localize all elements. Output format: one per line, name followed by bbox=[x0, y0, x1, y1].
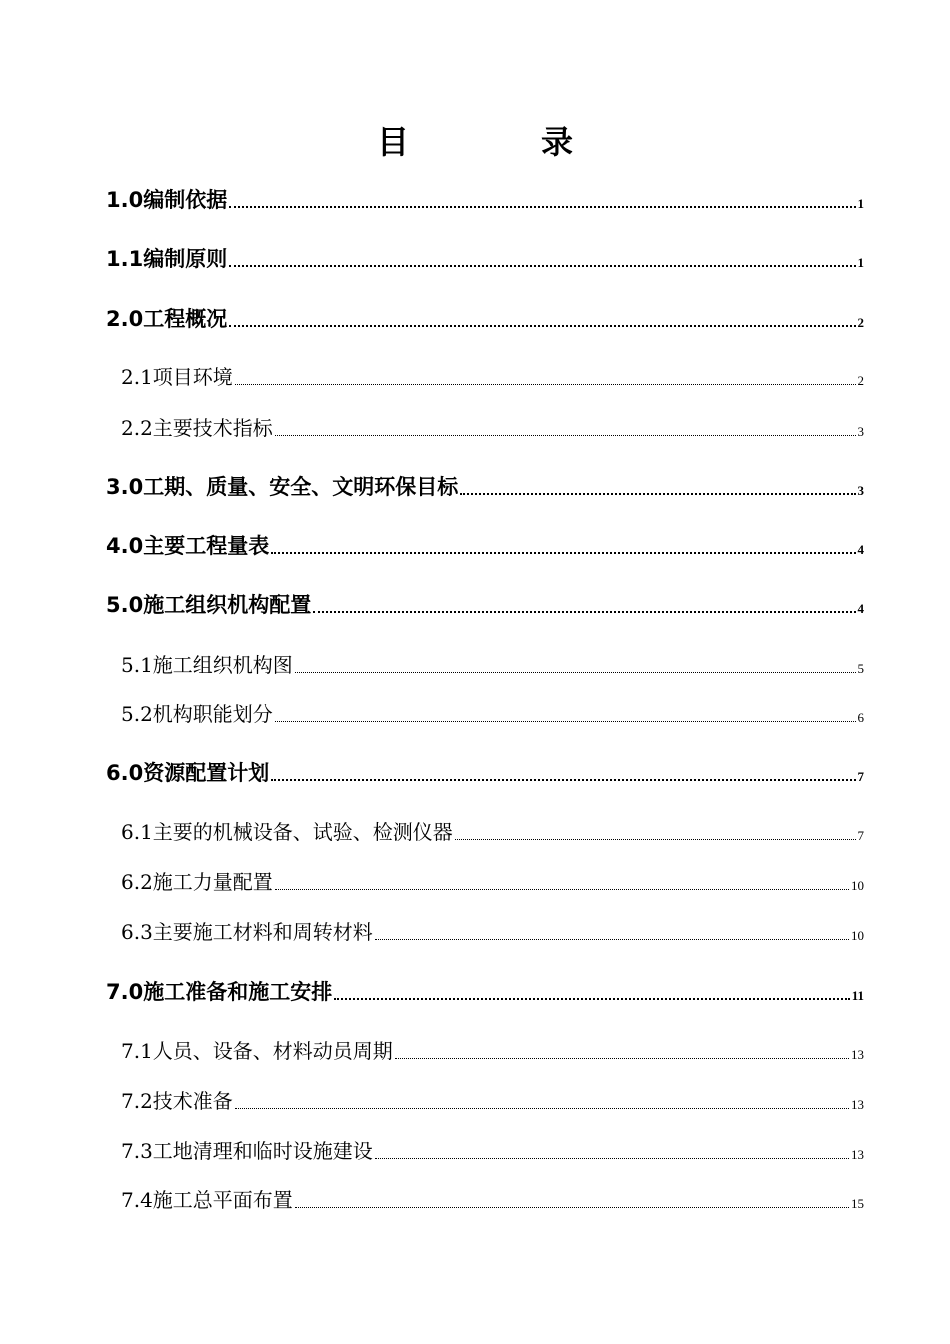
toc-entry[interactable] bbox=[106, 187, 864, 213]
toc-entry[interactable] bbox=[106, 246, 864, 272]
toc-page-number: 2 bbox=[857, 373, 864, 388]
toc-dot-leader bbox=[271, 778, 855, 781]
toc-entry-title: 6.1主要的机械设备、试验、检测仪器 bbox=[121, 820, 453, 844]
toc-page-number: 13 bbox=[851, 1147, 864, 1162]
page-title: 目 录 bbox=[376, 123, 623, 161]
toc-entry[interactable] bbox=[121, 652, 864, 678]
toc-dot-leader bbox=[313, 610, 855, 613]
toc-entry-title: 3.0工期、质量、安全、文明环保目标 bbox=[106, 475, 459, 499]
toc-dot-leader bbox=[334, 997, 850, 1000]
toc-dot-leader bbox=[229, 324, 855, 327]
toc-dot-leader bbox=[460, 492, 855, 495]
toc-entry[interactable] bbox=[121, 364, 864, 390]
toc-entry[interactable] bbox=[121, 1187, 864, 1213]
toc-entry-title: 1.1编制原则 bbox=[106, 247, 228, 271]
toc-page-number: 7 bbox=[857, 828, 864, 843]
toc-page-number: 10 bbox=[851, 878, 864, 893]
toc-dot-leader bbox=[275, 434, 856, 436]
toc-dot-leader bbox=[229, 264, 855, 267]
toc-dot-leader bbox=[235, 1107, 849, 1109]
toc-page-number: 5 bbox=[857, 661, 864, 676]
toc-page-number: 1 bbox=[857, 196, 864, 211]
toc-entry-title: 5.1施工组织机构图 bbox=[121, 653, 293, 677]
toc-entry[interactable] bbox=[106, 474, 864, 500]
toc-entry[interactable] bbox=[106, 306, 864, 332]
toc-entry[interactable] bbox=[121, 1038, 864, 1064]
toc-dot-leader bbox=[275, 888, 849, 890]
toc-dot-leader bbox=[275, 720, 856, 722]
toc-entry[interactable] bbox=[106, 592, 864, 618]
toc-page-number: 4 bbox=[857, 542, 864, 557]
toc-dot-leader bbox=[295, 671, 856, 673]
toc-page-number: 6 bbox=[857, 710, 864, 725]
toc-dot-leader bbox=[375, 938, 849, 940]
toc-entry-title: 6.0资源配置计划 bbox=[106, 761, 270, 785]
toc-entry-title: 7.3工地清理和临时设施建设 bbox=[121, 1139, 373, 1163]
toc-entry-title: 2.0工程概况 bbox=[106, 307, 228, 331]
toc-page-number: 10 bbox=[851, 928, 864, 943]
toc-dot-leader bbox=[271, 551, 855, 554]
toc-entry-title: 5.2机构职能划分 bbox=[121, 702, 273, 726]
toc-entry-title: 2.2主要技术指标 bbox=[121, 416, 273, 440]
toc-entry[interactable] bbox=[121, 869, 864, 895]
toc-entry-title: 6.2施工力量配置 bbox=[121, 870, 273, 894]
toc-page-number: 2 bbox=[857, 315, 864, 330]
toc-entry[interactable] bbox=[121, 819, 864, 845]
toc-page-number: 11 bbox=[851, 988, 864, 1003]
toc-entry[interactable] bbox=[106, 533, 864, 559]
toc-entry-title: 7.1人员、设备、材料动员周期 bbox=[121, 1039, 393, 1063]
toc-page-number: 15 bbox=[851, 1196, 864, 1211]
toc-dot-leader bbox=[375, 1157, 849, 1159]
toc-dot-leader bbox=[229, 205, 855, 208]
toc-dot-leader bbox=[455, 838, 856, 840]
toc-dot-leader bbox=[395, 1057, 849, 1059]
toc-page-number: 1 bbox=[857, 255, 864, 270]
toc-entry-title: 7.2技术准备 bbox=[121, 1089, 233, 1113]
toc-entry-title: 5.0施工组织机构配置 bbox=[106, 593, 312, 617]
toc-entry[interactable] bbox=[121, 1088, 864, 1114]
toc-page-number: 4 bbox=[857, 601, 864, 616]
toc-entry-title: 1.0编制依据 bbox=[106, 188, 228, 212]
toc-page-number: 7 bbox=[857, 769, 864, 784]
toc-entry-title: 6.3主要施工材料和周转材料 bbox=[121, 920, 373, 944]
toc-entry[interactable] bbox=[106, 979, 864, 1005]
toc-dot-leader bbox=[295, 1206, 849, 1208]
toc-entry[interactable] bbox=[121, 415, 864, 441]
toc-entry-title: 7.4施工总平面布置 bbox=[121, 1188, 293, 1212]
toc-page-number: 3 bbox=[857, 424, 864, 439]
toc-dot-leader bbox=[235, 383, 856, 385]
toc-page-number: 13 bbox=[851, 1047, 864, 1062]
toc-entry-title: 7.0施工准备和施工安排 bbox=[106, 980, 333, 1004]
toc-entry[interactable] bbox=[121, 919, 864, 945]
toc-entry-title: 4.0主要工程量表 bbox=[106, 534, 270, 558]
toc-entry[interactable] bbox=[121, 701, 864, 727]
toc-entry[interactable] bbox=[121, 1138, 864, 1164]
toc-page-number: 13 bbox=[851, 1097, 864, 1112]
toc-page-number: 3 bbox=[857, 483, 864, 498]
toc-entry[interactable] bbox=[106, 760, 864, 786]
toc-entry-title: 2.1项目环境 bbox=[121, 365, 233, 389]
